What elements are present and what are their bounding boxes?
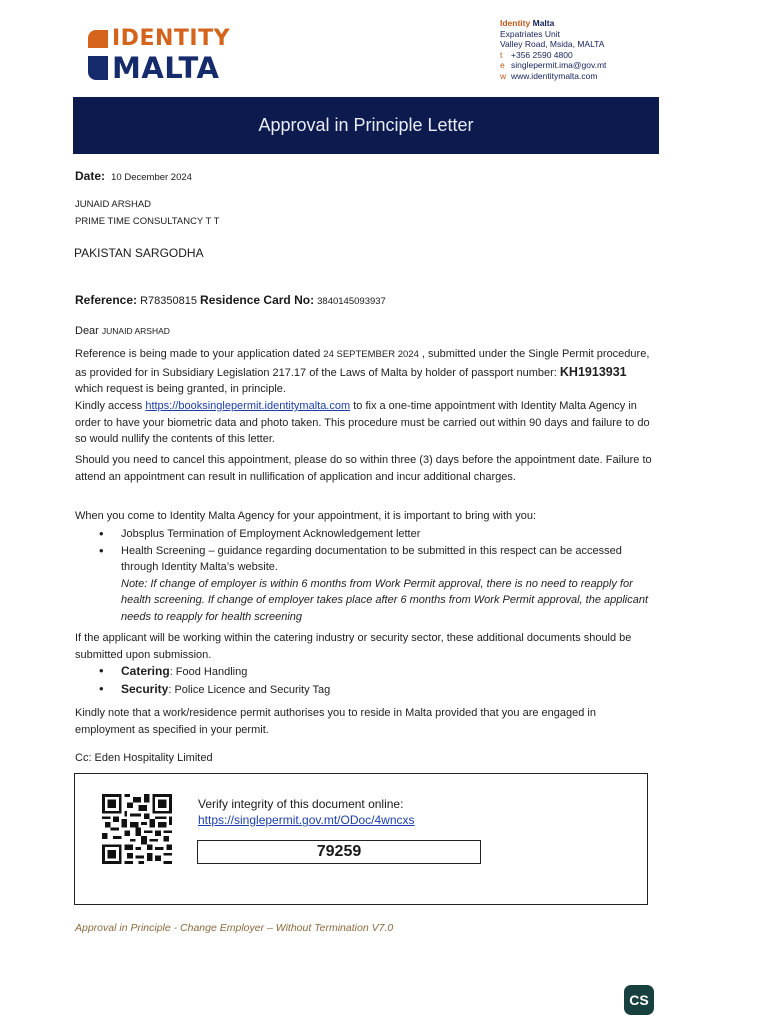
passport-number: KH1913931	[559, 364, 627, 379]
page-title: Approval in Principle Letter	[258, 115, 474, 135]
salutation: Dear JUNAID ARSHAD	[75, 325, 170, 337]
reference-label: Reference:	[75, 293, 138, 307]
verification-code: 79259	[197, 840, 481, 864]
reference-line	[75, 293, 386, 310]
paragraph-appointment: Kindly access https://booksinglepermit.identitymalta.com to fix a one-time appointment with Identity Malta Agency in order to have your biometric data and photo taken. This procedure must be carried out within 90 days and failure to do so would nullify the contents of this letter.	[75, 400, 650, 445]
date-line	[75, 169, 192, 186]
list-item: • Jobsplus Termination of Employment Acknowledgement letter	[121, 526, 655, 543]
paragraph-cancel: Should you need to cancel this appointment, please do so within three (3) days before the appointment date. Failure to attend an appointment can result in nullification of application and incur additional charges.	[75, 454, 652, 483]
verify-box	[74, 773, 648, 905]
residence-value: 3840145093937	[317, 296, 386, 307]
paragraph-permit: Kindly note that a work/residence permit authorises you to reside in Malta provided that you are engaged in employment as specified in your permit.	[75, 707, 596, 736]
contact-block	[500, 18, 606, 81]
paragraph-catering: If the applicant will be working within the catering industry or security sector, these additional documents should be submitted upon submission.	[75, 632, 632, 661]
cc-line: Cc: Eden Hospitality Limited	[75, 752, 213, 764]
contact-org: Identity Malta	[500, 18, 555, 28]
list-item: • Security: Police Licence and Security Tag	[121, 681, 655, 699]
date-label: Date:	[75, 169, 106, 183]
list-item: • Catering: Food Handling	[121, 663, 655, 681]
bring-list	[75, 526, 655, 625]
recipient-name: JUNAID ARSHAD	[75, 199, 152, 210]
date-value: 10 December 2024	[111, 172, 192, 183]
logo-mark-top	[88, 30, 108, 48]
logo-mark-bottom	[88, 56, 108, 80]
booking-link[interactable]: https://booksinglepermit.identitymalta.com	[145, 400, 351, 412]
verify-label: Verify integrity of this document online:	[198, 797, 404, 811]
list-item: • Health Screening – guidance regarding documentation to be submitted in this respect can be accessed through Identity Malta’s website. Note: If change of employer is within 6 months from Work Permit approval, there is no need to reapply for health screening. If change of employer takes place after 6 months from Work Permit approval, the applicant needs to reapply for health screening	[121, 543, 655, 626]
catering-list	[75, 663, 655, 698]
logo-line1: IDENTITY	[112, 26, 231, 51]
contact-web[interactable]: w www.identitymalta.com	[500, 70, 598, 81]
health-note: Note: If change of employer is within 6 months from Work Permit approval, there is no need to reapply for health screening. If change of employer takes place after 6 months from Work Permit approval, the applicant needs to reapply for health screening	[121, 577, 649, 623]
contact-address: Valley Road, Msida, MALTA	[500, 39, 605, 49]
contact-email[interactable]: e singlepermit.ima@gov.mt	[500, 60, 607, 70]
verify-text	[198, 796, 415, 828]
residence-label: Residence Card No:	[200, 293, 315, 307]
identity-malta-logo	[88, 28, 258, 84]
contact-unit: Expatriates Unit	[500, 28, 560, 39]
logo-line2: MALTA	[112, 51, 220, 85]
recipient-company: PRIME TIME CONSULTANCY T T	[75, 216, 220, 227]
contact-phone: t +356 2590 4800	[500, 49, 573, 60]
recipient-location: PAKISTAN SARGODHA	[74, 246, 204, 260]
salutation-name: JUNAID ARSHAD	[101, 326, 170, 336]
verify-link[interactable]: https://singlepermit.gov.mt/ODoc/4wncxs	[198, 813, 415, 827]
qr-code-icon[interactable]	[99, 794, 175, 864]
application-date: 24 SEPTEMBER 2024	[323, 349, 419, 360]
paragraph-bring: When you come to Identity Malta Agency for your appointment, it is important to bring with you:	[75, 510, 537, 522]
footer-text: Approval in Principle - Change Employer – Without Termination V7.0	[75, 922, 394, 934]
title-banner	[73, 97, 659, 154]
paragraph-application: Reference is being made to your application dated 24 SEPTEMBER 2024 , submitted under the Single Permit procedure, as provided for in Subsidiary Legislation 217.17 of the Laws of Malta by holder of passport number: KH1913931 which request is being granted, in principle.	[75, 348, 650, 395]
reference-value: R78350815	[140, 295, 197, 307]
camscanner-badge-icon: CS	[624, 985, 654, 1015]
